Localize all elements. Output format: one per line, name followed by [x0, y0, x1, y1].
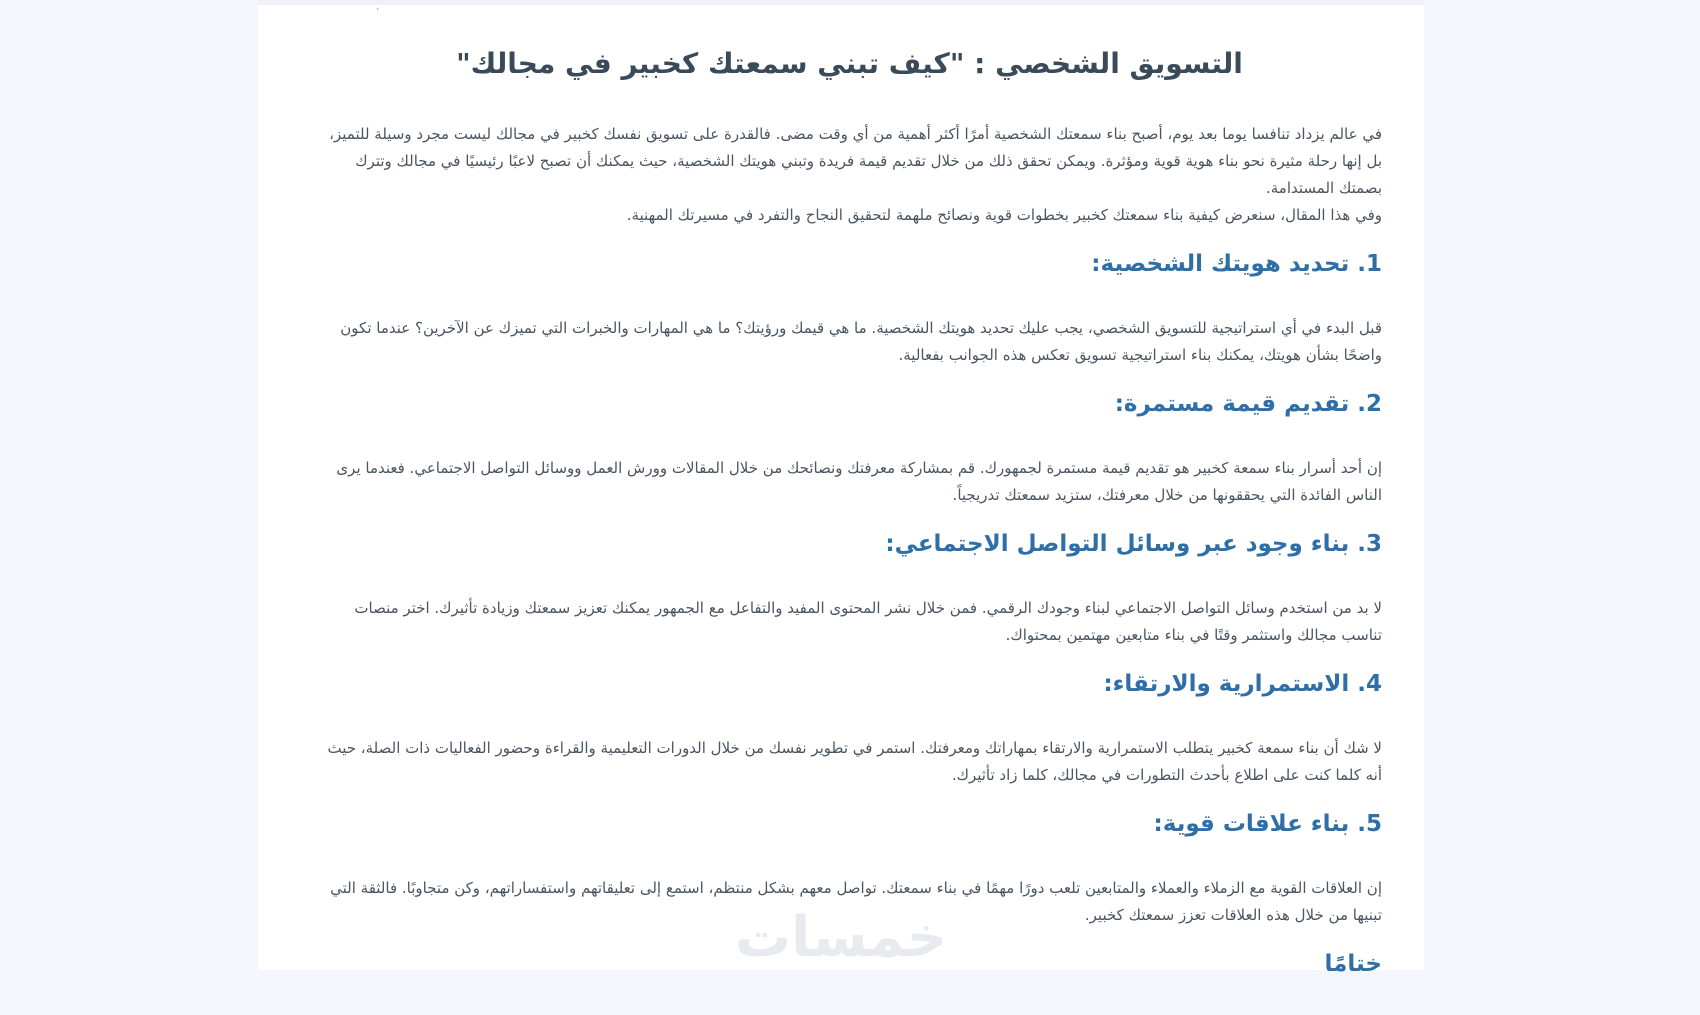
intro-paragraph: وفي هذا المقال، سنعرض كيفية بناء سمعتك كخبير بخطوات قوية ونصائح ملهمة لتحقيق النجاح والتفرد في مسيرتك المهنية.	[626, 206, 1382, 224]
section-heading: 3. بناء وجود عبر وسائل التواصل الاجتماعي:	[885, 531, 1382, 557]
article-page	[258, 0, 1424, 977]
section-body: قبل البدء في أي استراتيجية للتسويق الشخصي، يجب عليك تحديد هويتك الشخصية. ما هي قيمك ورؤيتك؟ ما هي المهارات والخبرات التي تميزك عن الآخرين؟ عندما تكون واضحًا بشأن هويتك، يمكنك بناء استراتيجية تسويق تعكس هذه الجوانب بفعالية.	[340, 319, 1382, 364]
section	[317, 389, 1382, 509]
section	[317, 529, 1382, 649]
section-heading: 5. بناء علاقات قوية:	[1153, 811, 1382, 837]
section	[317, 669, 1382, 789]
article-title: التسويق الشخصي : "كيف تبني سمعتك كخبير في مجالك"	[456, 47, 1243, 80]
intro-paragraph: في عالم يزداد تنافسا يوما بعد يوم، أصبح بناء سمعتك الشخصية أمرًا أكثر أهمية من أي وقت مضى. فالقدرة على تسويق نفسك كخبير في مجالك ليست مجرد وسيلة للتميز، بل إنها رحلة مثيرة نحو بناء هوية قوية ومؤثرة. ويمكن تحقق ذلك من خلال تقديم قيمة فريدة وتبني هويتك الشخصية، حيث يمكنك أن تصبح لاعبًا رئيسيًا في مجالك وتترك بصمتك المستدامة.	[329, 125, 1382, 197]
section-body: لا بد من استخدم وسائل التواصل الاجتماعي لبناء وجودك الرقمي. فمن خلال نشر المحتوى المفيد والتفاعل مع الجمهور يمكنك تعزيز سمعتك وزيادة تأثيرك. اختر منصات تناسب مجالك واستثمر وقتًا في بناء متابعين مهتمين بمحتواك.	[354, 599, 1382, 644]
watermark-logo: خمسات	[734, 905, 948, 970]
article-content	[317, 45, 1382, 1015]
section-heading: 4. الاستمرارية والارتقاء:	[1103, 671, 1382, 697]
corner-mark: ،	[376, 2, 380, 13]
section-heading: 1. تحديد هويتك الشخصية:	[1091, 251, 1382, 277]
section-body: إن أحد أسرار بناء سمعة كخبير هو تقديم قيمة مستمرة لجمهورك. قم بمشاركة معرفتك ونصائحك من خلال المقالات وورش العمل ووسائل التواصل الاجتماعي. فعندما يرى الناس الفائدة التي يحققونها من خلال معرفتك، ستزيد سمعتك تدريجياً.	[336, 459, 1382, 504]
section	[317, 249, 1382, 369]
section-body: لا شك أن بناء سمعة كخبير يتطلب الاستمرارية والارتقاء بمهاراتك ومعرفتك. استمر في تطوير نفسك من خلال الدورات التعليمية والقراءة وحضور الفعاليات ذات الصلة، حيث أنه كلما كنت على اطلاع بأحدث التطورات في مجالك، كلما زاد تأثيرك.	[327, 739, 1382, 784]
closing-heading: ختامًا	[1324, 951, 1382, 977]
section-heading: 2. تقديم قيمة مستمرة:	[1114, 391, 1382, 417]
section-body: إن العلاقات القوية مع الزملاء والعملاء والمتابعين تلعب دورًا مهمًا في بناء سمعتك. تواصل معهم بشكل منتظم، استمع إلى تعليقاتهم واستفساراتهم، وكن متجاوبًا. فالثقة التي تبنيها من خلال هذه العلاقات تعزز سمعتك كخبير.	[330, 879, 1382, 924]
